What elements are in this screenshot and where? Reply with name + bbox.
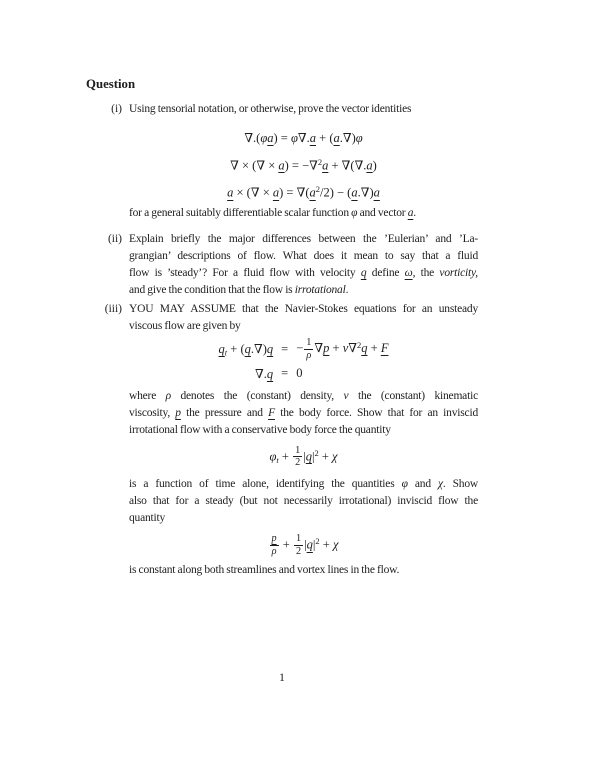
text-segment: t xyxy=(276,454,279,465)
equation-row xyxy=(219,336,389,364)
text-segment: − xyxy=(296,341,304,356)
text-segment: + xyxy=(319,537,333,552)
text-segment: /2) − ( xyxy=(319,185,352,200)
fraction-denominator xyxy=(304,349,313,362)
text-segment: , the xyxy=(412,266,440,279)
text-segment: φ xyxy=(290,131,298,145)
item-body xyxy=(129,231,478,299)
fraction-numerator xyxy=(293,445,302,457)
text-segment: YOU MAY ASSUME that the Navier-Stokes equations for an unsteady xyxy=(129,302,478,315)
item-label: (ii) xyxy=(107,232,122,245)
text-segment: the body force. Show that for an inviscid xyxy=(274,406,478,419)
text-segment: grangian’ descriptions of flow. What does it mean to say that a fluid xyxy=(129,249,478,262)
text-segment: χ xyxy=(332,537,339,552)
vector-symbol: a xyxy=(227,185,234,200)
fraction xyxy=(293,445,302,470)
text-segment: 1 xyxy=(295,533,302,545)
text-line xyxy=(129,205,478,222)
vector-symbol: F xyxy=(380,341,389,356)
equation-lhs xyxy=(219,336,274,364)
question-item xyxy=(86,301,478,579)
text-segment: .∇) xyxy=(357,185,374,200)
vector-symbol: q xyxy=(218,342,225,357)
text-line xyxy=(129,265,478,282)
text-segment: + xyxy=(278,448,293,463)
text-segment: χ xyxy=(332,448,338,463)
text-segment: 2 xyxy=(295,546,302,558)
text-line xyxy=(129,282,478,299)
display-equation xyxy=(129,528,478,558)
text-segment: + ( xyxy=(316,131,334,145)
text-segment: 2 xyxy=(295,457,301,469)
text-segment: . xyxy=(413,206,416,219)
fraction-denominator xyxy=(293,456,302,469)
vector-symbol: a xyxy=(351,185,358,200)
question-item xyxy=(86,101,478,222)
vector-symbol: q xyxy=(306,537,313,552)
text-segment: and xyxy=(407,478,438,491)
text-segment: χ xyxy=(437,478,443,491)
vector-symbol: F xyxy=(268,406,275,419)
vector-symbol: a xyxy=(407,206,414,219)
text-segment: viscous flow are given by xyxy=(129,319,241,332)
text-segment: × (∇ × xyxy=(233,185,273,200)
text-segment: vorticity, xyxy=(439,266,478,279)
text-segment: also that for a steady (but not necessarily irrotational) inviscid flow the xyxy=(129,495,478,508)
text-segment: ρ xyxy=(271,546,277,558)
text-segment: irrotational flow with a conservative body force the quantity xyxy=(129,423,391,436)
text-segment: 2 xyxy=(314,447,319,458)
text-segment: the pressure and xyxy=(180,406,269,419)
vector-symbol: a xyxy=(278,158,285,173)
text-segment: + xyxy=(279,537,293,552)
text-segment: . Show xyxy=(442,478,478,491)
text-segment: φ xyxy=(355,131,363,145)
text-segment: | xyxy=(303,448,306,463)
text-segment: define xyxy=(366,266,405,279)
text-segment: ) xyxy=(372,158,377,173)
page-number: 1 xyxy=(279,670,285,684)
fraction-numerator xyxy=(294,533,303,545)
text-segment: is a function of time alone, identifying the quantities xyxy=(129,478,402,491)
text-segment: t xyxy=(224,347,228,358)
text-segment: | xyxy=(311,448,315,463)
text-line xyxy=(129,248,478,265)
text-segment: + xyxy=(318,448,333,463)
fraction xyxy=(294,533,303,558)
text-segment: and give the condition that the flow is xyxy=(129,283,295,296)
equation-table xyxy=(219,336,389,384)
vector-symbol: p xyxy=(323,341,330,356)
text-segment: ∇.( xyxy=(244,131,261,145)
vector-symbol: q xyxy=(266,342,274,357)
vector-symbol: p xyxy=(271,533,277,545)
vector-symbol: q xyxy=(244,342,251,357)
text-segment: ∇ × (∇ × xyxy=(230,158,279,173)
vector-symbol: q xyxy=(361,341,368,356)
text-segment: + xyxy=(367,341,381,356)
vector-symbol: a xyxy=(267,131,274,145)
text-segment: + xyxy=(329,341,343,356)
text-line xyxy=(129,388,478,405)
text-segment: φ xyxy=(401,478,408,491)
fraction-numerator xyxy=(304,337,313,349)
vector-symbol: a xyxy=(309,131,317,145)
text-segment: the (constant) kinematic xyxy=(348,389,478,402)
equation-rhs xyxy=(296,364,388,384)
equation-relation: = xyxy=(281,342,289,356)
text-segment: irrotational xyxy=(294,283,346,296)
text-segment: 0 xyxy=(296,366,303,380)
display-equation xyxy=(129,126,478,150)
text-line xyxy=(129,301,478,318)
text-segment: Explain briefly the major differences between the ’Eulerian’ and ’La- xyxy=(129,232,478,245)
vector-symbol: q xyxy=(360,266,367,279)
vector-symbol: a xyxy=(309,185,316,200)
vector-symbol: a xyxy=(272,185,280,200)
text-segment: ρ xyxy=(165,389,171,402)
text-line xyxy=(129,422,478,439)
vector-symbol: q xyxy=(305,448,312,463)
text-segment: ) = xyxy=(273,131,291,145)
fraction-denominator xyxy=(294,545,303,558)
fraction xyxy=(304,337,313,362)
vector-symbol: p xyxy=(175,406,181,419)
equation-lhs xyxy=(219,364,274,384)
vector-symbol: a xyxy=(322,158,329,173)
text-segment: denotes the (constant) density, xyxy=(170,389,344,402)
text-segment: viscosity, xyxy=(129,406,176,419)
text-line xyxy=(129,510,478,527)
text-segment: ∇ xyxy=(348,341,357,356)
display-equation xyxy=(129,440,478,473)
text-segment: + ( xyxy=(227,342,245,357)
vector-symbol: a xyxy=(366,158,373,173)
text-line xyxy=(129,318,478,335)
text-segment: is constant along both streamlines and vortex lines in the flow. xyxy=(129,563,400,576)
text-segment: 2 xyxy=(357,340,362,351)
text-segment: ∇. xyxy=(255,366,267,381)
text-segment: | xyxy=(312,537,316,552)
text-segment: quantity xyxy=(129,512,166,525)
text-segment: | xyxy=(304,537,307,552)
text-segment: and vector xyxy=(357,206,408,219)
text-segment: ν xyxy=(343,389,349,402)
text-line xyxy=(129,493,478,510)
text-segment: φ xyxy=(260,131,268,145)
text-segment: ∇. xyxy=(297,131,310,145)
item-label: (i) xyxy=(111,103,122,115)
page-content xyxy=(86,0,478,776)
text-line xyxy=(129,562,478,579)
text-segment: + ∇(∇. xyxy=(328,158,367,173)
text-segment: 1 xyxy=(306,337,312,349)
text-segment: for a general suitably differentiable scalar function xyxy=(129,206,352,219)
text-segment: ) = ∇( xyxy=(279,185,310,200)
text-segment: 2 xyxy=(315,536,320,547)
text-line xyxy=(129,101,478,118)
vector-symbol: ω xyxy=(404,266,413,279)
equation-rhs xyxy=(296,336,388,364)
text-line xyxy=(129,231,478,248)
question-items xyxy=(86,101,478,579)
fraction-numerator xyxy=(270,533,279,545)
text-segment: ) = −∇ xyxy=(284,158,318,173)
aligned-equations xyxy=(129,336,478,384)
question-heading: Question xyxy=(86,77,136,91)
vector-symbol: a xyxy=(333,131,340,145)
text-segment: 2 xyxy=(317,157,323,167)
question-item xyxy=(86,231,478,299)
text-segment: φ xyxy=(269,448,277,463)
item-label: (iii) xyxy=(104,302,122,315)
text-segment: where xyxy=(129,389,166,402)
fraction xyxy=(270,533,279,558)
equation-relation: = xyxy=(281,366,289,380)
text-segment: ∇ xyxy=(314,341,324,356)
text-segment: flow is ’steady’? For a fluid flow with velocity xyxy=(129,266,361,279)
text-segment: . xyxy=(345,283,349,296)
text-segment: 2 xyxy=(315,184,320,195)
text-line xyxy=(129,405,478,422)
vector-symbol: q xyxy=(266,366,274,381)
equation-row xyxy=(219,364,389,384)
text-segment: 1 xyxy=(295,444,301,456)
item-body xyxy=(129,301,478,579)
vector-symbol: a xyxy=(373,185,380,200)
display-equation xyxy=(129,177,478,204)
text-segment: .∇) xyxy=(339,131,356,145)
item-body xyxy=(129,101,478,222)
text-segment: .∇) xyxy=(250,342,267,357)
display-equation xyxy=(129,150,478,177)
text-segment: ν xyxy=(342,341,349,356)
text-segment: φ xyxy=(351,206,358,219)
fraction-denominator xyxy=(270,545,279,558)
text-segment: ρ xyxy=(306,350,312,361)
text-segment: Using tensorial notation, or otherwise, prove the vector identities xyxy=(129,103,412,115)
text-line xyxy=(129,476,478,493)
